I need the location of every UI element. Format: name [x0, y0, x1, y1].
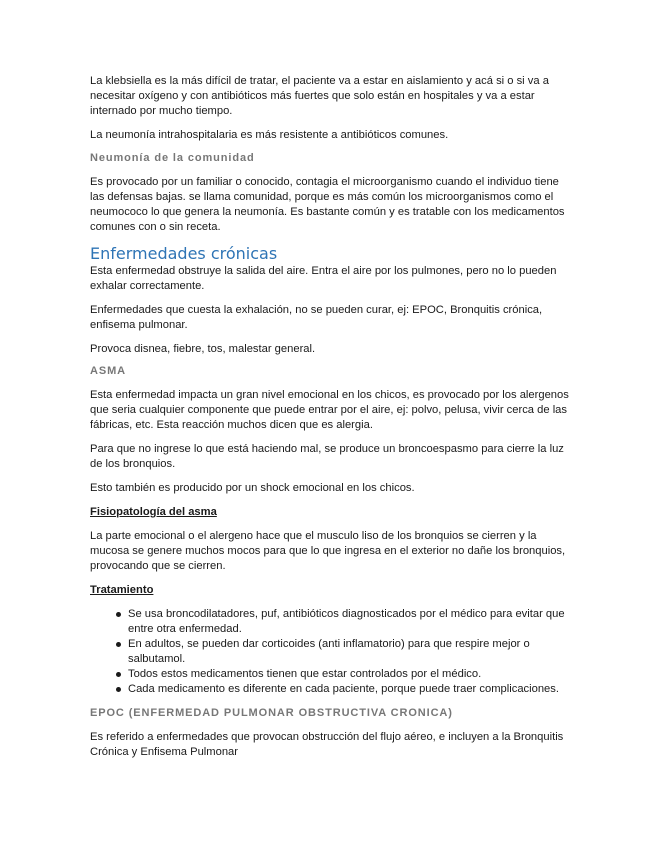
- list-item: [90, 607, 570, 637]
- treatment-list: [90, 607, 570, 697]
- bullet-icon: [116, 672, 121, 677]
- list-item-text: Todos estos medicamentos tienen que estar controlados por el médico.: [128, 668, 482, 680]
- heading-neumonia-comunidad: Neumonía de la comunidad: [90, 152, 255, 164]
- bullet-icon: [116, 687, 121, 692]
- paragraph-intrahospitalaria: La neumonía intrahospitalaria es más resistente a antibióticos comunes.: [90, 129, 449, 141]
- paragraph-exhalacion: Enfermedades que cuesta la exhalación, no se pueden curar, ej: EPOC, Bronquitis crónica, enfisema pulmonar.: [90, 304, 543, 331]
- paragraph-obstruccion: Esta enfermedad obstruye la salida del aire. Entra el aire por los pulmones, pero no lo pueden exhalar correctamente.: [90, 265, 557, 292]
- list-item-text: Se usa broncodilatadores, puf, antibióticos diagnosticados por el médico para evitar que entre otra enfermedad.: [128, 608, 565, 635]
- paragraph-klebsiella: La klebsiella es la más difícil de tratar, el paciente va a estar en aislamiento y acá si o si va a necesitar oxígeno y con antibióticos más fuertes que solo están en hospitales y va a estar internado por mucho tiempo.: [90, 75, 549, 117]
- heading-tratamiento: Tratamiento: [90, 584, 154, 596]
- heading-asma: ASMA: [90, 365, 126, 377]
- list-item-text: En adultos, se pueden dar corticoides (anti inflamatorio) para que respire mejor o salbutamol.: [128, 638, 530, 665]
- heading-fisiopatologia: Fisiopatología del asma: [90, 506, 217, 518]
- paragraph-broncoespasmo: Para que no ingrese lo que está haciendo mal, se produce un broncoespasmo para cierre la luz de los bronquios.: [90, 443, 564, 470]
- list-item-text: Cada medicamento es diferente en cada paciente, porque puede traer complicaciones.: [128, 683, 559, 695]
- heading-enfermedades-cronicas: Enfermedades crónicas: [90, 244, 278, 263]
- list-item: [90, 682, 570, 697]
- list-item: [90, 637, 570, 667]
- paragraph-epoc: Es referido a enfermedades que provocan obstrucción del flujo aéreo, e incluyen a la Bronquitis Crónica y Enfisema Pulmonar: [90, 731, 564, 758]
- paragraph-shock: Esto también es producido por un shock emocional en los chicos.: [90, 482, 415, 494]
- bullet-icon: [116, 642, 121, 647]
- paragraph-comunidad: Es provocado por un familiar o conocido, contagia el microorganismo cuando el individuo tiene las defensas bajas. se llama comunidad, porque es más común los microorganismos como el neumococo lo que genera la neumonía. Es bastante común y es tratable con los medicamentos comunes con o sin receta.: [90, 176, 565, 233]
- paragraph-asma-emocional: Esta enfermedad impacta un gran nivel emocional en los chicos, es provocado por los alergenos que seria cualquier componente que puede entrar por el aire, ej: polvo, pelusa, vivir cerca de las fábricas, etc. Esta reacción muchos dicen que es alergia.: [90, 389, 569, 431]
- document-body: [90, 74, 570, 760]
- paragraph-fisiopatologia: La parte emocional o el alergeno hace que el musculo liso de los bronquios se cierren y la mucosa se genere muchos mocos para que lo que ingresa en el exterior no dañe los bronquios, provocando que se cierren.: [90, 530, 566, 572]
- heading-epoc: EPOC (ENFERMEDAD PULMONAR OBSTRUCTIVA CRONICA): [90, 707, 453, 719]
- list-item: [90, 667, 570, 682]
- bullet-icon: [116, 612, 121, 617]
- paragraph-sintomas: Provoca disnea, fiebre, tos, malestar general.: [90, 343, 316, 355]
